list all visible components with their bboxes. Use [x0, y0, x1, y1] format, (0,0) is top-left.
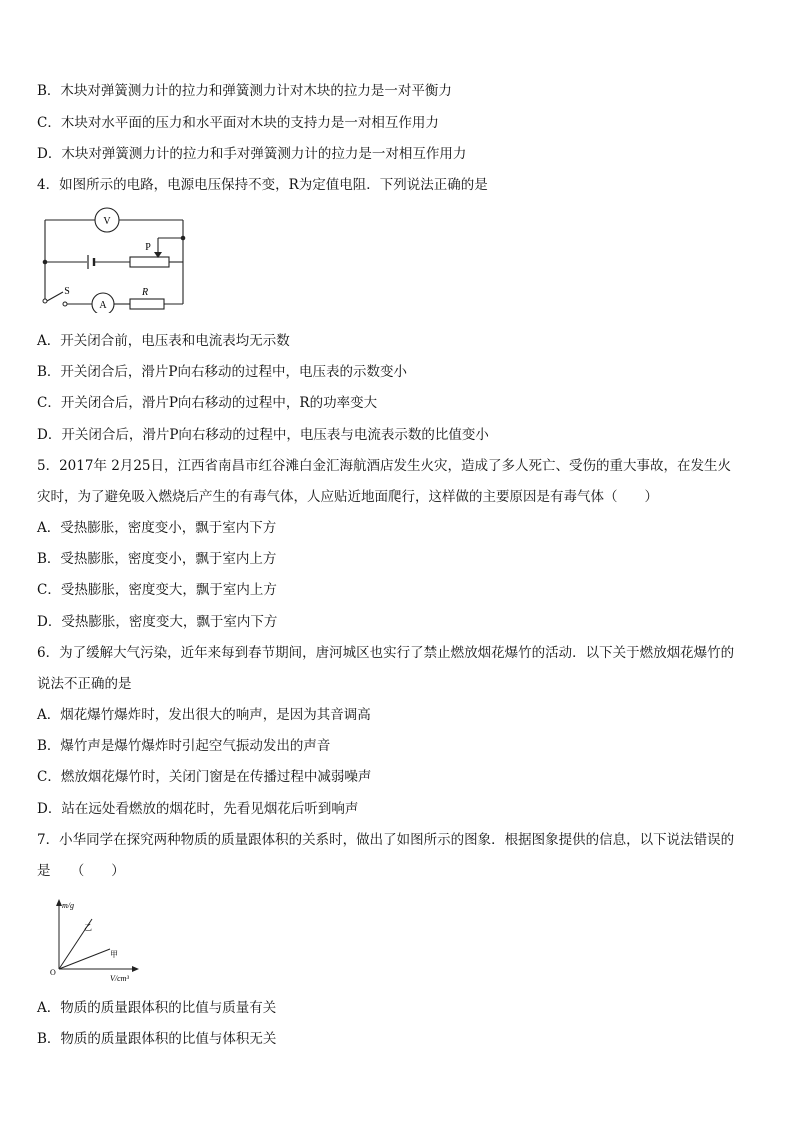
q4-option-c: C．开关闭合后，滑片P向右移动的过程中，R的功率变大	[37, 395, 378, 411]
q5-option-b: B．受热膨胀，密度变小，飘于室内上方	[37, 551, 277, 567]
resistor-label: R	[141, 287, 149, 298]
q7-stem-line2: 是 （ ）	[37, 863, 125, 879]
voltmeter-label: V	[103, 216, 111, 227]
rheostat-symbol	[130, 257, 169, 267]
q6-stem-line2: 说法不正确的是	[37, 676, 132, 692]
q5-option-a: A．受热膨胀，密度变小，飘于室内下方	[37, 520, 277, 536]
q5-option-d: D．受热膨胀，密度变大，飘于室内下方	[37, 614, 278, 630]
x-axis-label: V/cm³	[110, 974, 129, 983]
switch-label: S	[64, 286, 70, 297]
q5-stem-line2: 灾时，为了避免吸入燃烧后产生的有毒气体，人应贴近地面爬行，这样做的主要原因是有毒气体（ ）	[37, 489, 658, 505]
q4-circuit-diagram	[38, 205, 198, 317]
line-yi-label: 乙	[84, 923, 92, 932]
q4-option-a: A．开关闭合前，电压表和电流表均无示数	[37, 333, 290, 349]
q4-option-d: D．开关闭合后，滑片P向右移动的过程中，电压表与电流表示数的比值变小	[37, 427, 489, 443]
q7-option-a: A．物质的质量跟体积的比值与质量有关	[37, 1000, 277, 1016]
q6-option-d: D．站在远处看燃放的烟花时，先看见烟花后听到响声	[37, 801, 359, 817]
q7-mass-volume-graph	[40, 895, 150, 989]
q6-stem-line1: 6．为了缓解大气污染，近年来每到春节期间，唐河城区也实行了禁止燃放烟花爆竹的活动．以下关于燃放烟花爆竹的	[37, 645, 735, 661]
y-axis-label: m/g	[62, 901, 74, 910]
q6-option-c: C．燃放烟花爆竹时，关闭门窗是在传播过程中减弱噪声	[37, 769, 372, 785]
q3-option-d: D．木块对弹簧测力计的拉力和手对弹簧测力计的拉力是一对相互作用力	[37, 146, 467, 162]
circuit-svg	[38, 205, 198, 313]
resistor-symbol	[130, 299, 164, 309]
line-jia-label: 甲	[110, 950, 118, 959]
q6-option-b: B．爆竹声是爆竹爆炸时引起空气振动发出的声音	[37, 738, 331, 754]
q3-option-b: B．木块对弹簧测力计的拉力和弹簧测力计对木块的拉力是一对平衡力	[37, 83, 452, 99]
graph-svg	[40, 895, 150, 985]
q6-option-a: A．烟花爆竹爆炸时，发出很大的响声，是因为其音调高	[37, 707, 371, 723]
q4-option-b: B．开关闭合后，滑片P向右移动的过程中，电压表的示数变小	[37, 364, 408, 380]
line-jia	[59, 949, 110, 969]
slider-label: P	[145, 242, 151, 253]
q5-option-c: C．受热膨胀，密度变大，飘于室内上方	[37, 582, 277, 598]
q7-option-b: B．物质的质量跟体积的比值与体积无关	[37, 1031, 277, 1047]
q5-stem-line1: 5．2017年 2月25日，江西省南昌市红谷滩白金汇海航酒店发生火灾，造成了多人死亡、受伤的重大事故，在发生火	[37, 458, 732, 474]
origin-label: O	[50, 968, 56, 977]
q7-stem-line1: 7．小华同学在探究两种物质的质量跟体积的关系时，做出了如图所示的图象．根据图象提供的信息，以下说法错误的	[37, 832, 735, 848]
q3-option-c: C．木块对水平面的压力和水平面对木块的支持力是一对相互作用力	[37, 115, 439, 131]
ammeter-label: A	[99, 300, 107, 311]
q4-stem: 4．如图所示的电路，电源电压保持不变，R为定值电阻．下列说法正确的是	[37, 177, 488, 193]
